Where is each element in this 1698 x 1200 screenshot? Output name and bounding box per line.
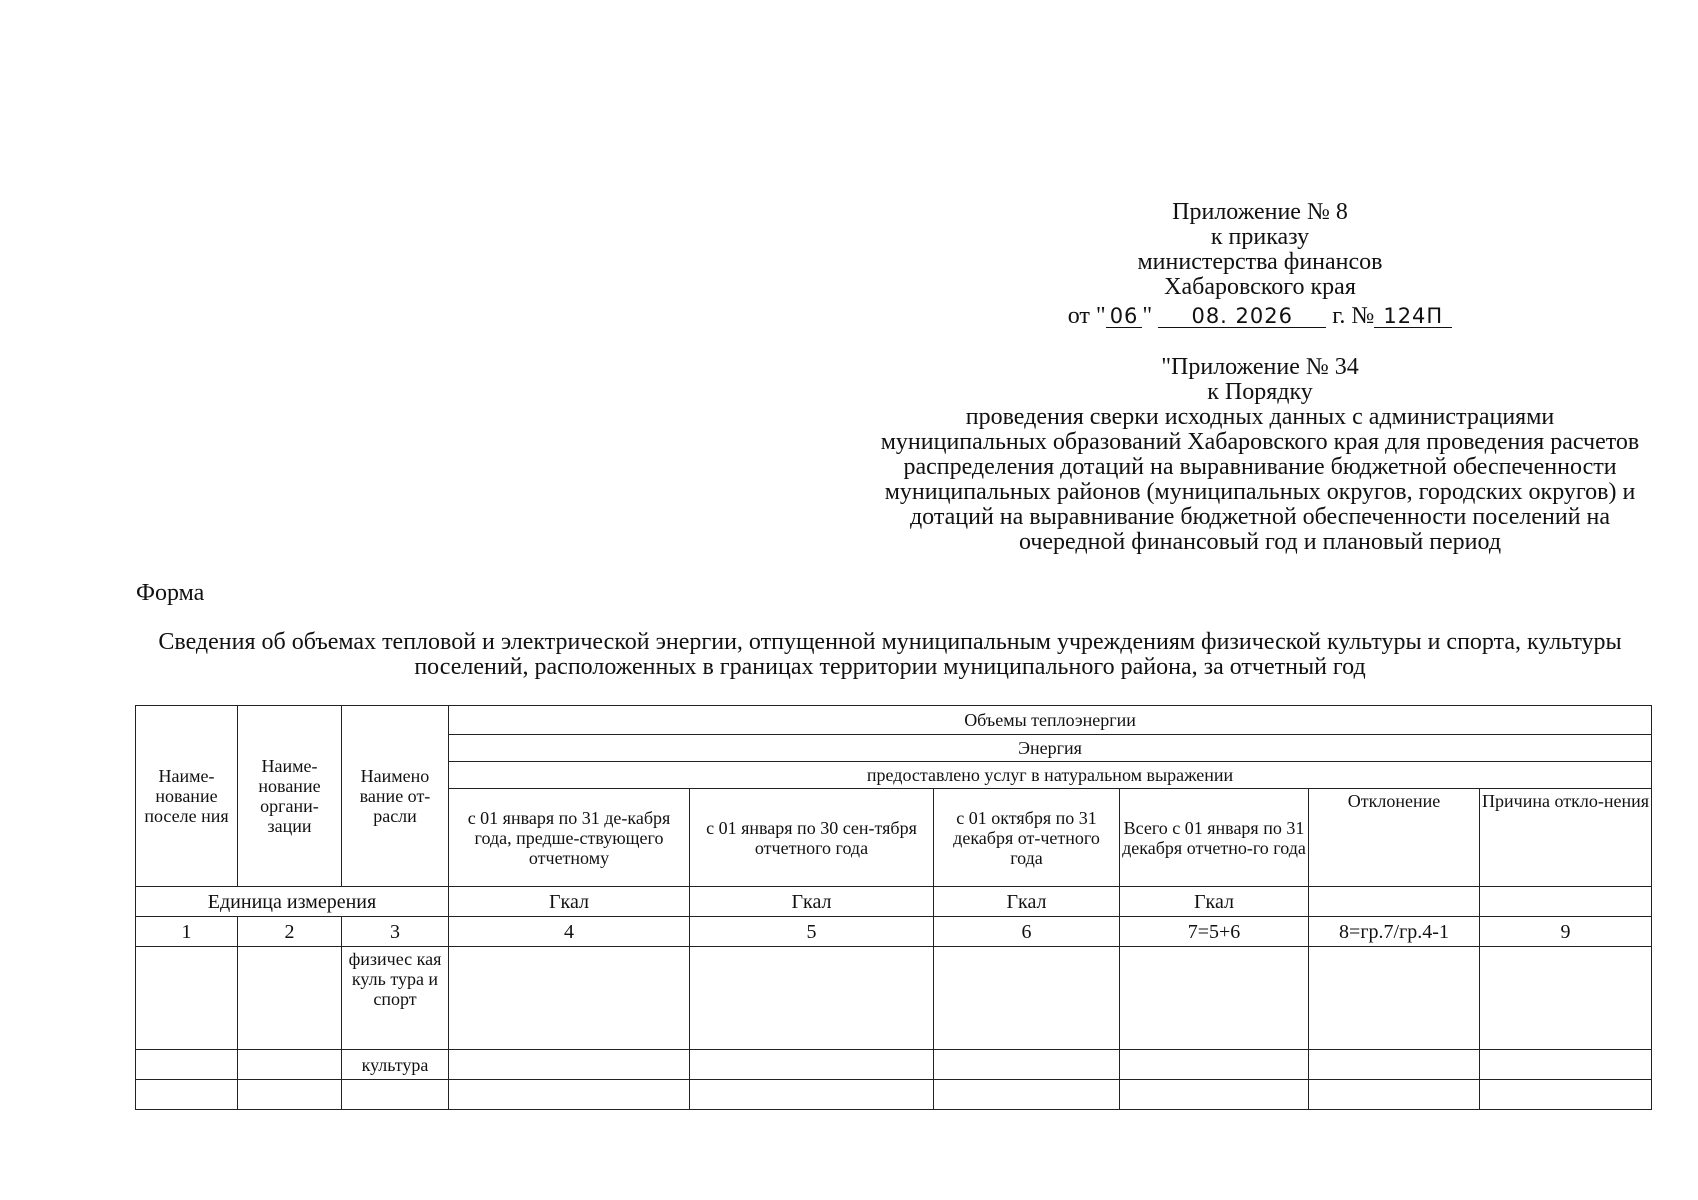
row-label-culture: культура [342,1050,449,1080]
date-prefix: от " [1067,303,1106,329]
order-number-handwritten: 124П [1374,305,1452,328]
appendix-34-label: "Приложение № 34 [1161,354,1359,380]
header-col4-prior-year: с 01 января по 31 де-кабря года, предше-ствующего отчетному [449,789,690,887]
appendix-8-label: Приложение № 8 [1172,199,1348,225]
unit-col9-empty [1480,887,1652,917]
table-cell [342,1080,449,1110]
header-branch-name: Наимено вание от-расли [342,706,449,887]
order-reference-block [880,200,1640,329]
table-cell [1480,1050,1652,1080]
table-cell [238,947,342,1050]
column-number: 5 [690,917,934,947]
table-cell [934,1080,1120,1110]
to-order-label: к приказу [1210,224,1310,250]
column-number: 8=гр.7/гр.4-1 [1309,917,1480,947]
header-energy: Энергия [449,735,1652,762]
column-number: 9 [1480,917,1652,947]
table-cell [1309,947,1480,1050]
table-cell [934,947,1120,1050]
table-cell [690,1050,934,1080]
form-label: Форма [136,580,205,606]
row-label-physical-culture: физичес кая куль тура и спорт [342,947,449,1050]
number-prefix: г. № [1332,303,1375,329]
table-cell [1309,1080,1480,1110]
to-procedure-label: к Порядку [1207,379,1313,405]
header-col5-jan-sep: с 01 января по 30 сен-тября отчетного года [690,789,934,887]
table-cell [1480,947,1652,1050]
unit-col5: Гкал [690,887,934,917]
column-number: 7=5+6 [1120,917,1309,947]
table-cell [449,947,690,1050]
column-number: 6 [934,917,1120,947]
header-services-provided: предоставлено услуг в натуральном выражении [449,762,1652,789]
order-date-line [880,304,1640,329]
header-col8-deviation: Отклонение [1309,789,1480,887]
table-cell [1120,947,1309,1050]
header-settlement-name: Наиме-нование поселе ния [136,706,238,887]
unit-col6: Гкал [934,887,1120,917]
table-cell [1309,1050,1480,1080]
document-title: Сведения об объемах тепловой и электрической энергии, отпущенной муниципальным учреждениям физической культуры и спорта, культуры поселений, расположенных в границах территории муниципального района, за отчетный год [158,629,1622,680]
table-cell [238,1080,342,1110]
date-day-handwritten: 06 [1106,305,1143,328]
column-number: 1 [136,917,238,947]
unit-of-measure-label: Единица измерения [136,887,449,917]
procedure-reference-block [880,355,1640,555]
header-col7-total: Всего с 01 января по 31 декабря отчетно-го года [1120,789,1309,887]
column-number: 4 [449,917,690,947]
header-col6-oct-dec: с 01 октября по 31 декабря от-четного года [934,789,1120,887]
date-month-year-handwritten: 08. 2026 [1158,305,1326,328]
header-heat-volumes: Объемы теплоэнергии [449,706,1652,735]
table-cell [1120,1050,1309,1080]
table-cell [136,1080,238,1110]
column-number: 3 [342,917,449,947]
column-number: 2 [238,917,342,947]
header-col9-reason: Причина откло-нения [1480,789,1652,887]
table-cell [136,947,238,1050]
table-cell [690,1080,934,1110]
header-organization-name: Наиме-нование органи-зации [238,706,342,887]
table-cell [690,947,934,1050]
procedure-description: проведения сверки исходных данных с администрациями муниципальных образований Хабаровского края для проведения расчетов распределения дотаций на выравнивание бюджетной обеспеченности муниципальных районов (муниципальных округов, городских округов) и дотаций на выравнивание бюджетной обеспеченности поселений на очередной финансовый год и плановый период [880,404,1640,555]
unit-col4: Гкал [449,887,690,917]
table-cell [136,1050,238,1080]
unit-col7: Гкал [1120,887,1309,917]
table-cell [1120,1080,1309,1110]
table-cell [934,1050,1120,1080]
table-cell [1480,1080,1652,1110]
region-label: Хабаровского края [1164,274,1356,300]
ministry-label: министерства финансов [1137,249,1383,275]
table-cell [449,1050,690,1080]
date-quote: " [1142,303,1153,329]
table-cell [449,1080,690,1110]
table-cell [238,1050,342,1080]
energy-volumes-table [135,705,1652,1110]
unit-col8-empty [1309,887,1480,917]
